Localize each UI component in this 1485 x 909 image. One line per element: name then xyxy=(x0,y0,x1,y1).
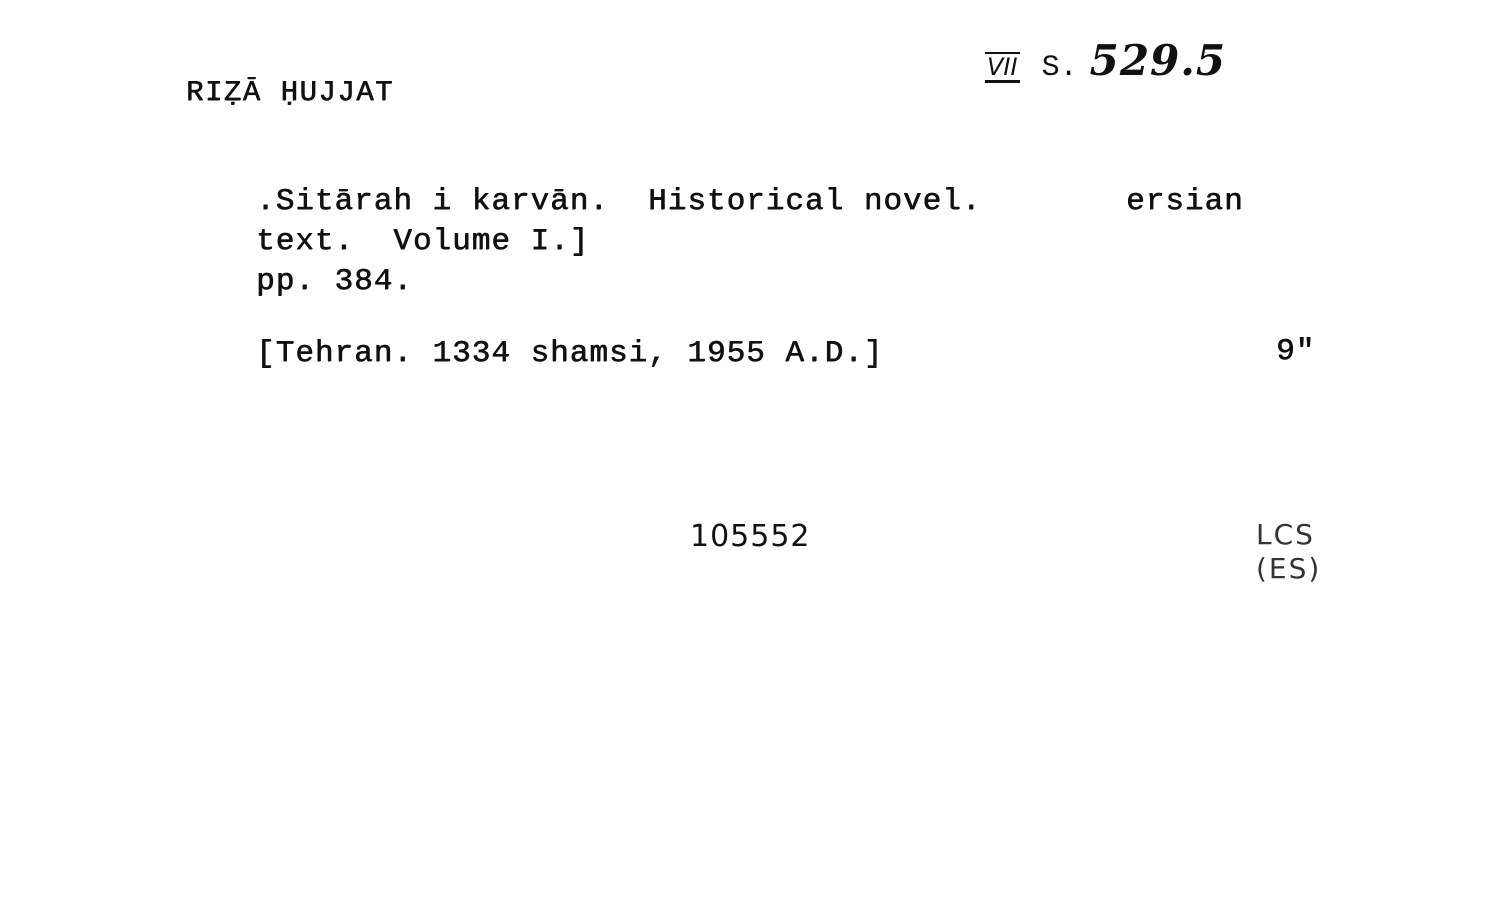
imprint: [Tehran. 1334 shamsi, 1955 A.D.] xyxy=(256,336,884,371)
title-line-1-end: ersian xyxy=(1126,184,1244,219)
call-number-handwritten: 529.5 xyxy=(1089,36,1227,85)
call-number-class: S. xyxy=(1041,51,1078,85)
call-number-volume: VII xyxy=(987,53,1018,81)
title-line-1: .Sitārah i karvān. Historical novel. xyxy=(256,184,982,219)
author-heading: RIẒĀ ḤUJJAT xyxy=(186,76,394,109)
call-number xyxy=(985,36,1226,85)
title-line-2: text. Volume I.] xyxy=(256,224,590,259)
stamp-line-1: LCS xyxy=(1256,518,1315,551)
library-stamp xyxy=(1256,518,1321,586)
accession-number: 105552 xyxy=(690,519,811,554)
pagination: pp. 384. xyxy=(256,264,413,299)
stamp-line-2: (ES) xyxy=(1256,552,1322,585)
size: 9" xyxy=(1276,334,1316,369)
